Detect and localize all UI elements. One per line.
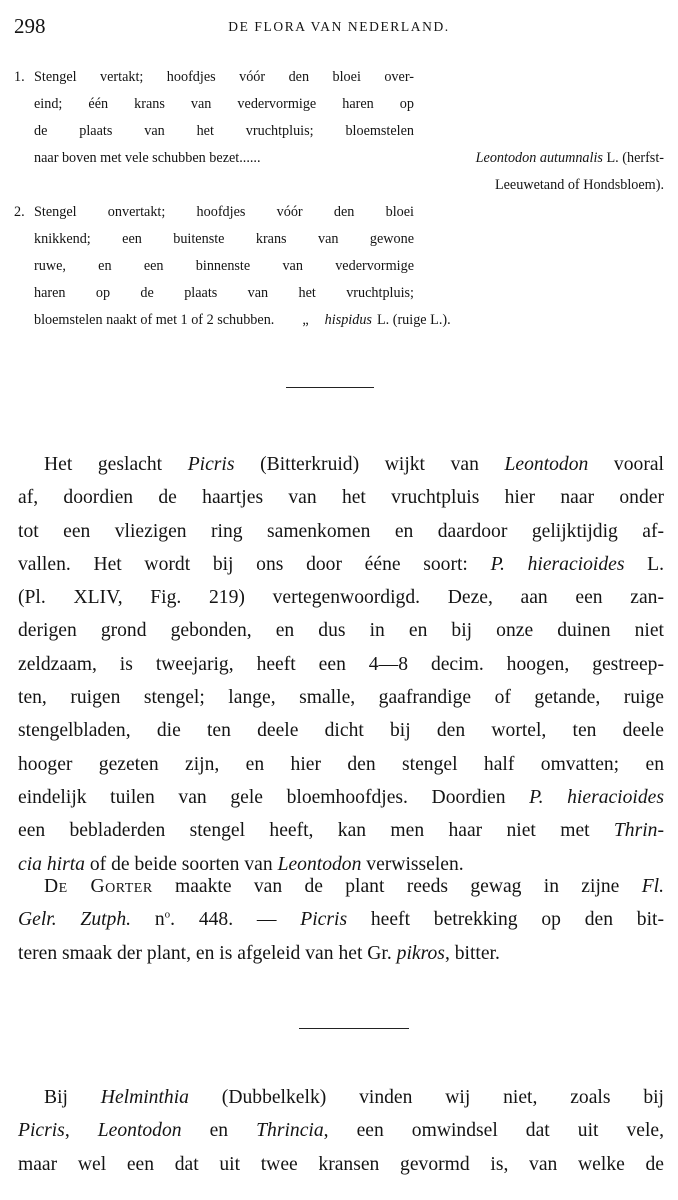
text-line: Picris, Leontodon en Thrincia, een omwindsel dat uit vele, <box>18 1120 665 1142</box>
key-line: eind; één krans van vedervormige haren op <box>34 96 414 112</box>
page-number: 298 <box>14 14 46 38</box>
running-title: DE FLORA VAN NEDERLAND. <box>228 19 450 34</box>
text-line: hooger gezeten zijn, en hier den stengel half omvatten; en <box>18 753 664 775</box>
text-line: maar wel een dat uit twee kransen gevormd is, van welke de <box>18 1153 664 1175</box>
text-line: eindelijk tuilen van gele bloemhoofdjes. Doordien P. hieracioides <box>18 786 664 808</box>
section-divider <box>286 387 374 388</box>
species-author: L. (ruige L.). <box>376 312 451 328</box>
author-name: De Gorter <box>44 876 153 897</box>
text-line: Gelr. Zutph. $n^o$. 448. — Picris heeft betrekking op den bit- <box>18 908 665 931</box>
text-line: Bij Helminthia (Dubbelkelk) vinden wij niet, zoals bij <box>44 1087 664 1108</box>
key-line: knikkend; een buitenste krans van gewone <box>34 231 414 247</box>
identification-key <box>14 64 664 334</box>
text-line: zeldzaam, is tweejarig, heeft een 4—8 decim. hoogen, gestreep- <box>18 653 664 675</box>
species-author: L. (herfst- <box>606 150 664 166</box>
key-entry-number: 1. <box>14 69 25 85</box>
key-entry-2 <box>14 199 664 334</box>
text-line: cia hirta of de beide soorten van Leontodon verwisselen. <box>18 853 464 875</box>
text-line: vallen. Het wordt bij ons door ééne soort: P. hieracioides L. <box>18 553 664 575</box>
key-entry-1 <box>14 64 664 199</box>
key-line: de plaats van het vruchtpluis; bloemstelen <box>34 123 414 139</box>
key-entry-number: 2. <box>14 204 25 220</box>
key-line: haren op de plaats van het vruchtpluis; <box>34 285 414 301</box>
text-line: stengelbladen, die ten deele dicht bij den wortel, ten deele <box>18 720 664 742</box>
key-line: Stengel vertakt; hoofdjes vóór den bloei over- <box>34 69 414 85</box>
key-line: ruwe, en een binnenste van vedervormige <box>34 258 414 274</box>
species-name: Leontodon autumnalis <box>475 150 603 166</box>
key-line: Leeuwetand of Hondsbloem). <box>494 177 664 193</box>
text-line: derigen grond gebonden, en dus in en bij onze duinen niet <box>18 620 664 642</box>
text-line: teren smaak der plant, en is afgeleid van het Gr. pikros, bitter. <box>18 942 500 964</box>
text-line: een bebladerden stengel heeft, kan men haar niet met Thrin- <box>18 820 664 842</box>
paragraph-de-gorter <box>18 870 664 970</box>
key-line: Stengel onvertakt; hoofdjes vóór den bloei <box>34 204 414 220</box>
key-line <box>14 307 664 334</box>
text-line: ten, ruigen stengel; lange, smalle, gaafrandige of getande, ruige <box>18 687 664 709</box>
text-line: De Gorter maakte van de plant reeds gewag in zijne Fl. <box>44 876 664 897</box>
key-text: bloemstelen naakt of met 1 of 2 schubben. <box>34 312 275 328</box>
text-line: Het geslacht Picris (Bitterkruid) wijkt van Leontodon vooral <box>44 454 664 475</box>
ditto-mark: „ <box>302 312 309 328</box>
text-line: tot een vliezigen ring samenkomen en daardoor gelijktijdig af- <box>18 520 664 542</box>
key-dots: ...... <box>239 150 261 166</box>
key-line <box>14 145 664 172</box>
species-name: hispidus <box>324 312 372 328</box>
key-text: naar boven met vele schubben bezet <box>34 150 240 166</box>
text-line: af, doordien de haartjes van het vruchtpluis hier naar onder <box>18 487 664 509</box>
section-divider <box>299 1028 409 1029</box>
text-line: (Pl. XLIV, Fig. 219) vertegenwoordigd. Deze, aan een zan- <box>18 587 664 609</box>
paragraph-picris <box>18 448 664 881</box>
running-header <box>14 14 664 40</box>
paragraph-helminthia <box>18 1081 664 1181</box>
